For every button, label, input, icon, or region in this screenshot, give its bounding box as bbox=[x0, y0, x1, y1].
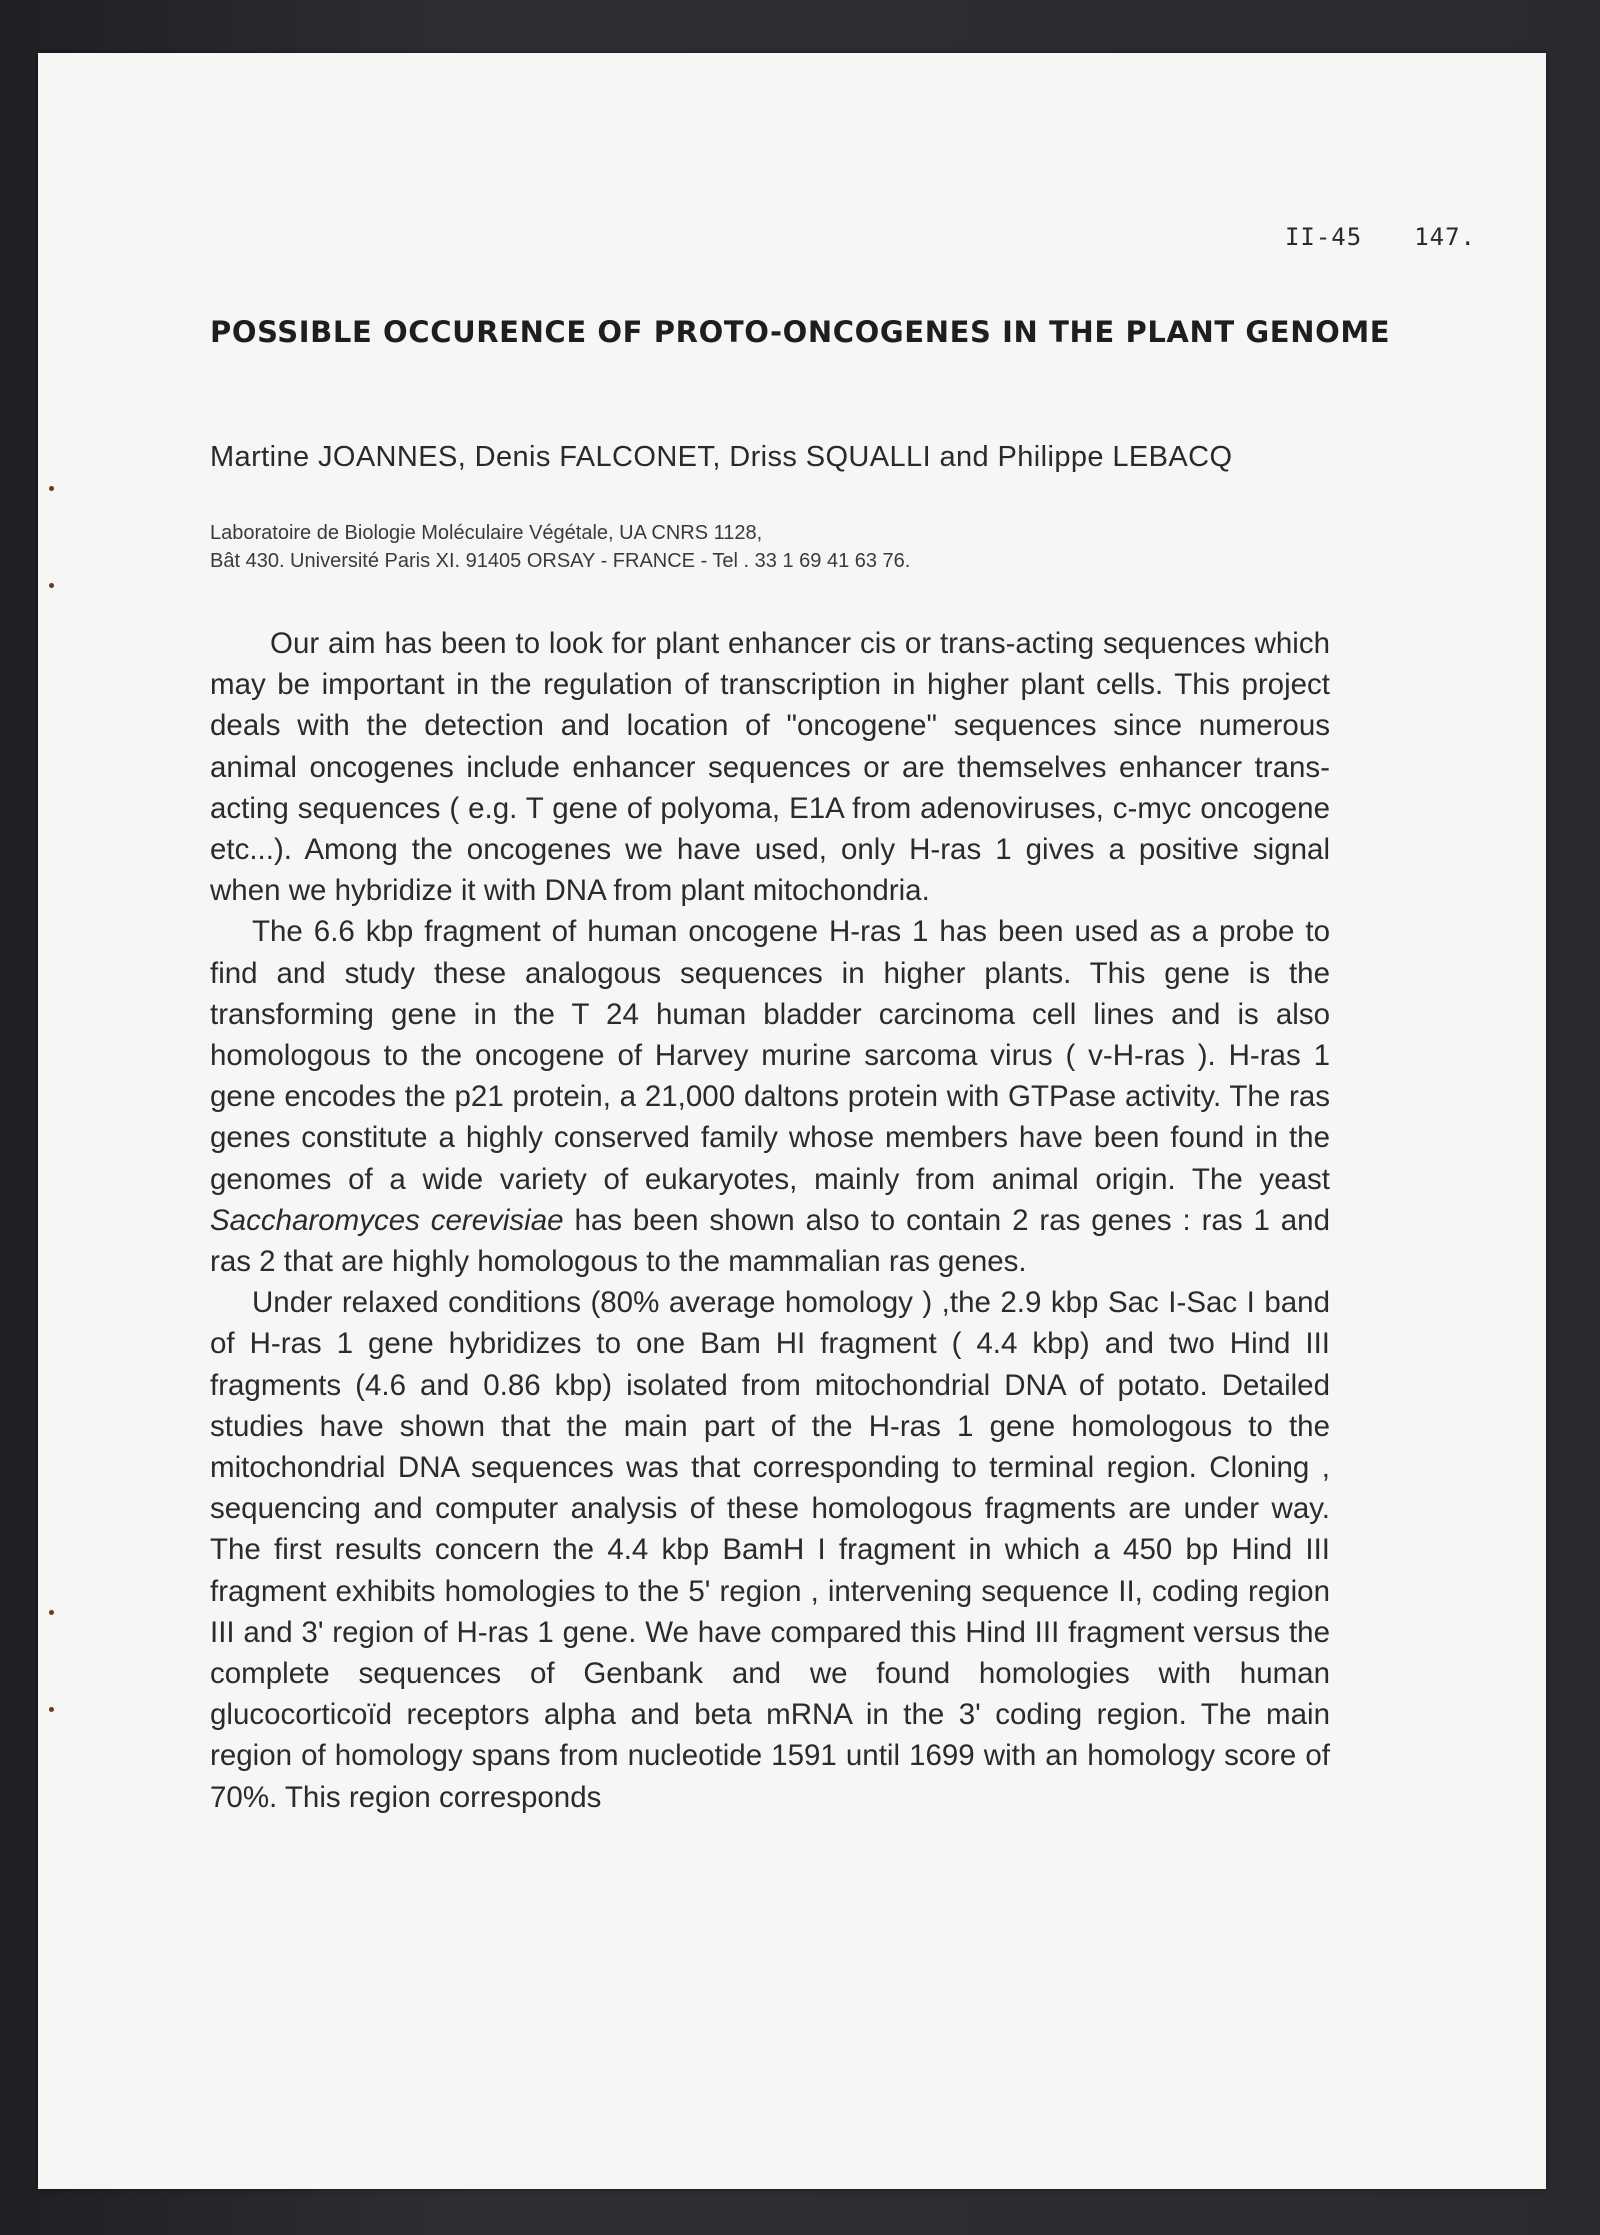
abstract-body bbox=[210, 623, 1330, 1818]
page-number: 147. bbox=[1414, 223, 1476, 251]
paragraph: Under relaxed conditions (80% average homology ) ,the 2.9 kbp Sac I-Sac I band of H-ras 1 gene hybridizes to one Bam HI fragment ( 4.4 kbp) and two Hind III fragments (4.6 and 0.86 kbp) isolated from mitochondrial DNA of potato. Detailed studies have shown that the main part of the H-ras 1 gene homologous to the mitochondrial DNA sequences was that corresponding to terminal region. Cloning , sequencing and computer analysis of these homologous fragments are under way. The first results concern the 4.4 kbp BamH I fragment in which a 450 bp Hind III fragment exhibits homologies to the 5' region , intervening sequence II, coding region III and 3' region of H-ras 1 gene. We have compared this Hind III fragment versus the complete sequences of Genbank and we found homologies with human glucocorticoïd receptors alpha and beta mRNA in the 3' coding region. The main region of homology spans from nucleotide 1591 until 1699 with an homology score of 70%. This region corresponds bbox=[210, 1286, 1330, 1814]
punch-mark bbox=[49, 1707, 54, 1712]
punch-mark bbox=[49, 486, 54, 491]
document-title: POSSIBLE OCCURENCE OF PROTO-ONCOGENES IN THE PLANT GENOME bbox=[210, 315, 1391, 349]
document-page bbox=[38, 53, 1546, 2189]
paragraph: Our aim has been to look for plant enhancer cis or trans-acting sequences which may be important in the regulation of transcription in higher plant cells. This project deals with the detection and location of "oncogene" sequences since numerous animal oncogenes include enhancer sequences or are themselves enhancer trans-acting sequences ( e.g. T gene of polyoma, E1A from adenoviruses, c-myc oncogene etc...). Among the oncogenes we have used, only H-ras 1 gives a positive signal when we hybridize it with DNA from plant mitochondria. bbox=[210, 627, 1330, 908]
paragraph-text: has been shown also to contain 2 ras genes : ras 1 and ras 2 that are highly homologous to the mammalian ras genes. bbox=[210, 1203, 1330, 1279]
species-name: Saccharomyces cerevisiae bbox=[210, 1203, 564, 1237]
author-list: Martine JOANNES, Denis FALCONET, Driss SQUALLI and Philippe LEBACQ bbox=[210, 441, 1233, 473]
affiliation-block bbox=[210, 519, 910, 575]
paragraph bbox=[210, 911, 1330, 1282]
punch-mark bbox=[49, 1610, 54, 1615]
paragraph-text: The 6.6 kbp fragment of human oncogene H-ras 1 has been used as a probe to find and study these analogous sequences in higher plants. This gene is the transforming gene in the T 24 human bladder carcinoma cell lines and is also homologous to the oncogene of Harvey murine sarcoma virus ( v-H-ras ). H-ras 1 gene encodes the p21 protein, a 21,000 daltons protein with GTPase activity. The ras genes constitute a highly conserved family whose members have been found in the genomes of a wide variety of eukaryotes, mainly from animal origin. The yeast bbox=[210, 915, 1330, 1196]
section-reference: II-45 bbox=[1284, 223, 1363, 251]
punch-mark bbox=[49, 583, 54, 588]
page-header bbox=[1285, 223, 1476, 251]
affiliation-line: Laboratoire de Biologie Moléculaire Végétale, UA CNRS 1128, bbox=[210, 522, 763, 544]
affiliation-line: Bât 430. Université Paris XI. 91405 ORSAY - FRANCE - Tel . 33 1 69 41 63 76. bbox=[210, 550, 911, 572]
